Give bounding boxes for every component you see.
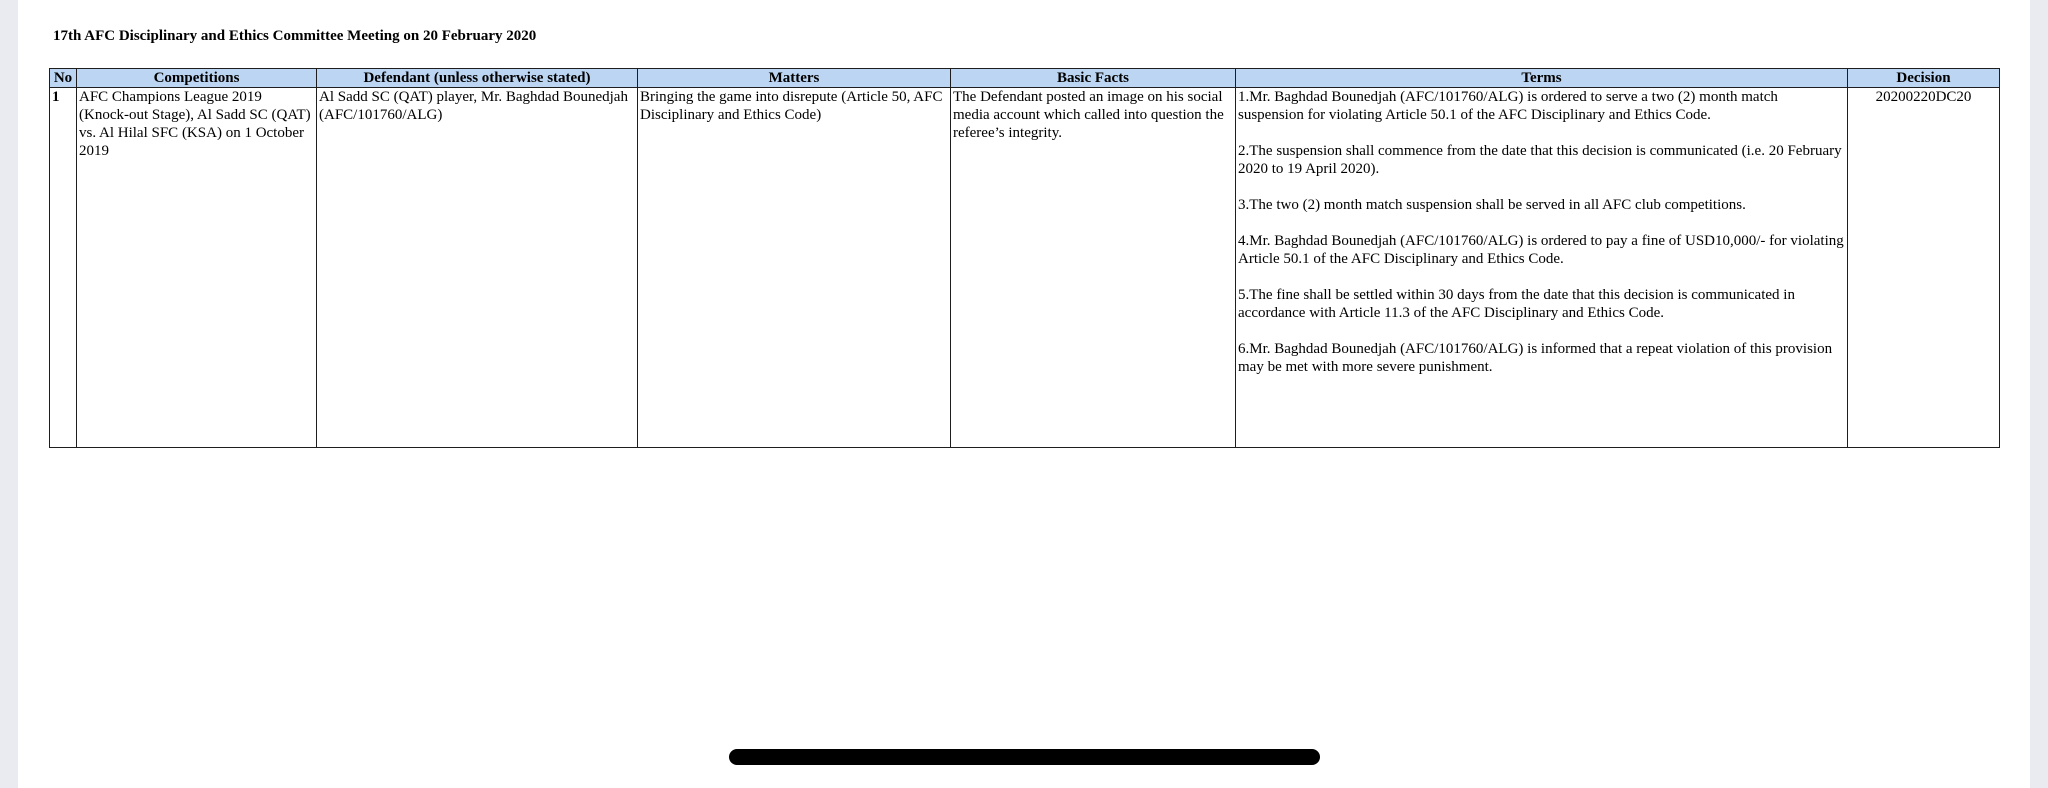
- cell-decision: 20200220DC20: [1848, 88, 2000, 448]
- cell-terms: [1236, 88, 1848, 448]
- header-decision: Decision: [1848, 69, 2000, 88]
- header-competitions: Competitions: [77, 69, 317, 88]
- header-matters: Matters: [638, 69, 951, 88]
- term-item: 4.Mr. Baghdad Bounedjah (AFC/101760/ALG) is ordered to pay a fine of USD10,000/- for violating Article 50.1 of the AFC Disciplinary and Ethics Code.: [1238, 233, 1844, 267]
- table-row: [50, 88, 2000, 448]
- term-item: 3.The two (2) month match suspension shall be served in all AFC club competitions.: [1238, 197, 1746, 213]
- cell-no: 1: [50, 88, 77, 448]
- cell-matters: Bringing the game into disrepute (Article 50, AFC Disciplinary and Ethics Code): [638, 88, 951, 448]
- cell-competitions: AFC Champions League 2019 (Knock-out Stage), Al Sadd SC (QAT) vs. Al Hilal SFC (KSA) on 1 October 2019: [77, 88, 317, 448]
- decisions-table: [49, 68, 2000, 448]
- header-terms: Terms: [1236, 69, 1848, 88]
- header-basic-facts: Basic Facts: [951, 69, 1236, 88]
- term-item: 2.The suspension shall commence from the date that this decision is communicated (i.e. 20 February 2020 to 19 April 2020).: [1238, 143, 1842, 177]
- cell-basic-facts: The Defendant posted an image on his social media account which called into question the referee’s integrity.: [951, 88, 1236, 448]
- term-item: 6.Mr. Baghdad Bounedjah (AFC/101760/ALG) is informed that a repeat violation of this provision may be met with more severe punishment.: [1238, 341, 1833, 375]
- header-defendant: Defendant (unless otherwise stated): [317, 69, 638, 88]
- document-page: [18, 0, 2030, 788]
- document-title: 17th AFC Disciplinary and Ethics Committee Meeting on 20 February 2020: [53, 28, 537, 44]
- table-header-row: [50, 69, 2000, 88]
- term-item: 1.Mr. Baghdad Bounedjah (AFC/101760/ALG) is ordered to serve a two (2) month match suspension for violating Article 50.1 of the AFC Disciplinary and Ethics Code.: [1238, 89, 1778, 123]
- header-no: No: [50, 69, 77, 88]
- term-item: 5.The fine shall be settled within 30 days from the date that this decision is communicated in accordance with Article 11.3 of the AFC Disciplinary and Ethics Code.: [1238, 287, 1795, 321]
- cell-defendant: Al Sadd SC (QAT) player, Mr. Baghdad Bounedjah (AFC/101760/ALG): [317, 88, 638, 448]
- home-indicator-bar[interactable]: [729, 749, 1320, 765]
